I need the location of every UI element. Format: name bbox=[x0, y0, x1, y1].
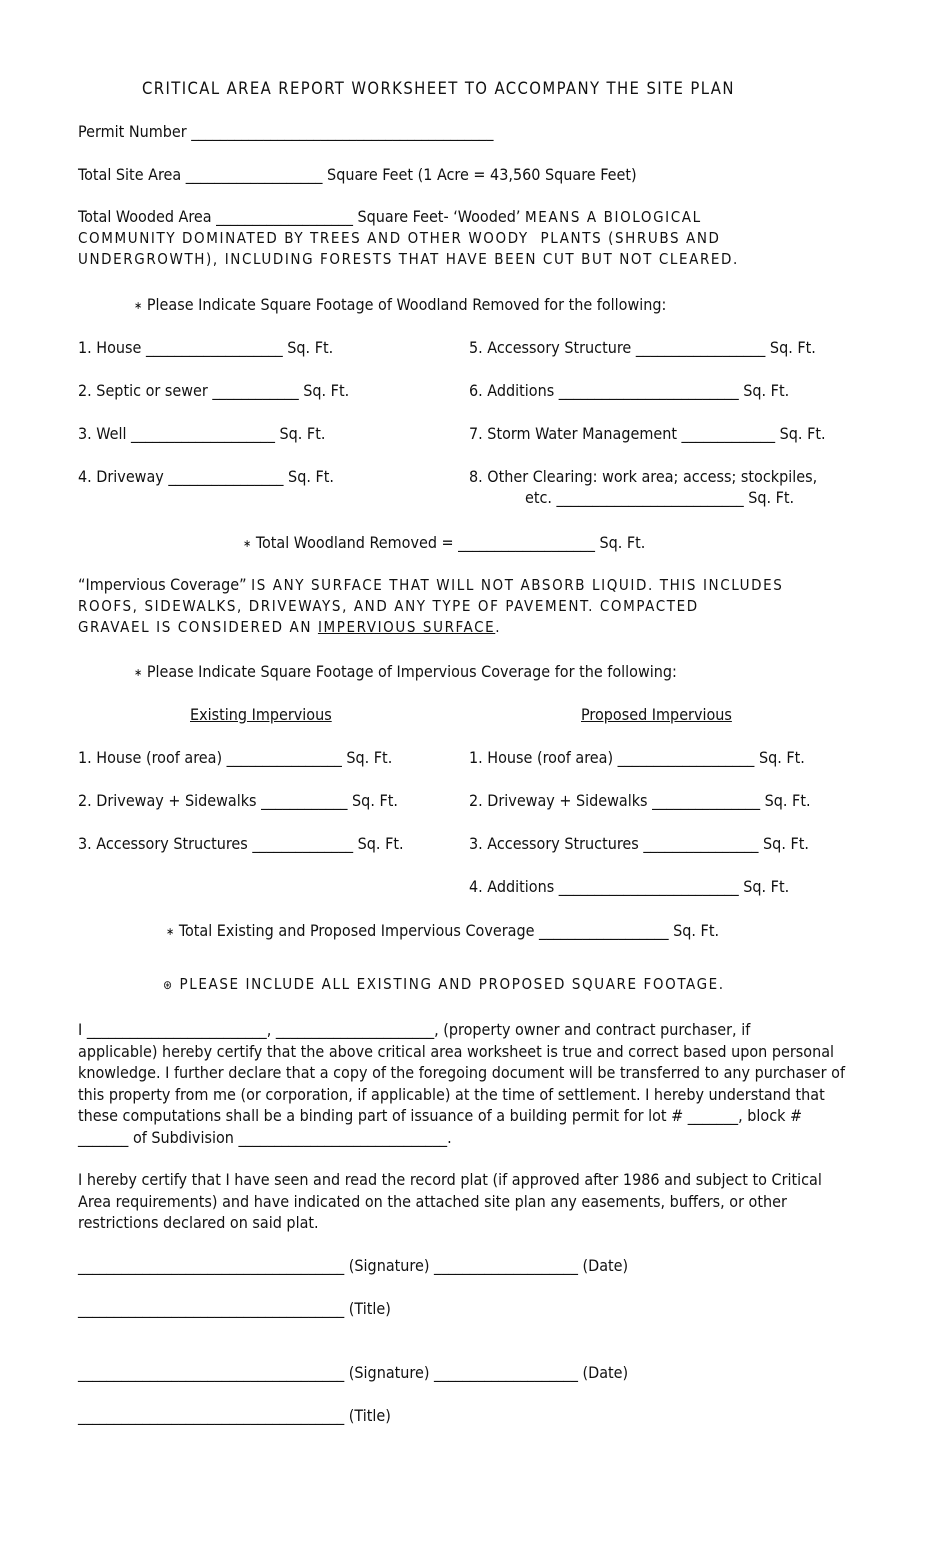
woodland-house-field[interactable]: 1. House ___________________ Sq. Ft. bbox=[78, 338, 334, 357]
permit-number-field[interactable]: Permit Number __________________________________________ bbox=[78, 122, 494, 141]
impervious-surface-term: IMPERVIOUS SURFACE bbox=[317, 618, 496, 636]
woodland-other-clearing-field[interactable]: etc. __________________________ Sq. Ft. bbox=[525, 488, 795, 507]
certify-line-1[interactable]: I _________________________, ______________________, (property owner and contract purchaser, if bbox=[78, 1020, 751, 1039]
woodland-prompt-text: Please Indicate Square Footage of Woodland Removed for the following: bbox=[146, 295, 667, 314]
impervious-prompt bbox=[134, 661, 677, 684]
impervious-definition-text: IS ANY SURFACE THAT WILL NOT ABSORB LIQUID. THIS INCLUDES bbox=[251, 576, 784, 594]
proposed-impervious-header: Proposed Impervious bbox=[581, 705, 732, 724]
woodland-driveway-field[interactable]: 4. Driveway ________________ Sq. Ft. bbox=[78, 467, 334, 486]
woodland-stormwater-field[interactable]: 7. Storm Water Management _____________ Sq. Ft. bbox=[469, 424, 826, 443]
proposed-house-field[interactable]: 1. House (roof area) ___________________ Sq. Ft. bbox=[469, 748, 805, 767]
total-impervious-field[interactable]: Total Existing and Proposed Impervious Coverage __________________ Sq. Ft. bbox=[178, 921, 720, 940]
certify-line-3: knowledge. I further declare that a copy of the foregoing document will be transferred to any purchaser of bbox=[78, 1063, 846, 1082]
impervious-definition-line-2: ROOFS, SIDEWALKS, DRIVEWAYS, AND ANY TYPE OF PAVEMENT. COMPACTED bbox=[78, 597, 699, 615]
certify-line-6[interactable]: _______ of Subdivision _____________________________. bbox=[78, 1128, 452, 1147]
proposed-additions-field[interactable]: 4. Additions _________________________ Sq. Ft. bbox=[469, 877, 790, 896]
signature-date-line-1[interactable]: _____________________________________ (Signature) ____________________ (Date) bbox=[78, 1256, 629, 1275]
circled-asterisk-icon: ⊛ bbox=[163, 978, 174, 992]
wooded-definition-line-2: COMMUNITY DOMINATED BY TREES AND OTHER WOODY PLANTS (SHRUBS AND bbox=[78, 229, 721, 247]
asterisk-icon: ∗ bbox=[134, 299, 143, 312]
plat-certify-line-3: restrictions declared on said plat. bbox=[78, 1213, 319, 1232]
wooded-definition-text: MEANS A BIOLOGICAL bbox=[524, 208, 702, 226]
existing-accessory-field[interactable]: 3. Accessory Structures ______________ Sq. Ft. bbox=[78, 834, 404, 853]
impervious-definition-text-3: GRAVAEL IS CONSIDERED AN bbox=[78, 618, 318, 636]
woodland-well-field[interactable]: 3. Well ____________________ Sq. Ft. bbox=[78, 424, 326, 443]
existing-impervious-header: Existing Impervious bbox=[190, 705, 332, 724]
include-note-text: PLEASE INCLUDE ALL EXISTING AND PROPOSED SQUARE FOOTAGE. bbox=[179, 975, 725, 993]
total-woodland-field[interactable]: Total Woodland Removed = ___________________ Sq. Ft. bbox=[255, 533, 646, 552]
existing-driveway-field[interactable]: 2. Driveway + Sidewalks ____________ Sq. Ft. bbox=[78, 791, 398, 810]
asterisk-icon: ∗ bbox=[166, 925, 175, 938]
period: . bbox=[495, 618, 502, 636]
certify-line-4: this property from me (or corporation, if applicable) at the time of settlement. I hereby understand that bbox=[78, 1085, 825, 1104]
impervious-definition-line-1 bbox=[78, 574, 783, 596]
total-impervious-line[interactable] bbox=[166, 920, 719, 943]
plat-certify-line-1: I hereby certify that I have seen and read the record plat (if approved after 1986 and subject to Critical bbox=[78, 1170, 822, 1189]
certify-line-5[interactable]: these computations shall be a binding part of issuance of a building permit for lot # _______, block # bbox=[78, 1106, 803, 1125]
total-site-area-field[interactable]: Total Site Area ___________________ Square Feet (1 Acre = 43,560 Square Feet) bbox=[78, 165, 637, 184]
asterisk-icon: ∗ bbox=[134, 666, 143, 679]
title-line-1[interactable]: _____________________________________ (Title) bbox=[78, 1299, 391, 1318]
woodland-septic-field[interactable]: 2. Septic or sewer ____________ Sq. Ft. bbox=[78, 381, 350, 400]
woodland-prompt bbox=[134, 294, 666, 317]
woodland-additions-field[interactable]: 6. Additions _________________________ Sq. Ft. bbox=[469, 381, 790, 400]
wooded-definition-line-3: UNDERGROWTH), INCLUDING FORESTS THAT HAVE BEEN CUT BUT NOT CLEARED. bbox=[78, 250, 739, 268]
certify-line-2: applicable) hereby certify that the above critical area worksheet is true and correct based upon personal bbox=[78, 1042, 835, 1061]
woodland-accessory-field[interactable]: 5. Accessory Structure __________________ Sq. Ft. bbox=[469, 338, 816, 357]
signature-date-line-2[interactable]: _____________________________________ (Signature) ____________________ (Date) bbox=[78, 1363, 629, 1382]
title-line-2[interactable]: _____________________________________ (Title) bbox=[78, 1406, 391, 1425]
page-title: CRITICAL AREA REPORT WORKSHEET TO ACCOMPANY THE SITE PLAN bbox=[142, 79, 735, 98]
asterisk-icon: ∗ bbox=[243, 537, 252, 550]
plat-certify-line-2: Area requirements) and have indicated on the attached site plan any easements, buffers, or other bbox=[78, 1192, 787, 1211]
wooded-area-line-1[interactable] bbox=[78, 206, 702, 228]
include-note bbox=[163, 974, 725, 996]
proposed-accessory-field[interactable]: 3. Accessory Structures ________________ Sq. Ft. bbox=[469, 834, 809, 853]
total-woodland-line[interactable] bbox=[243, 532, 645, 555]
wooded-area-field[interactable]: Total Wooded Area ___________________ Square Feet- ‘Wooded’ bbox=[78, 207, 525, 226]
impervious-term: “Impervious Coverage” bbox=[78, 575, 252, 594]
proposed-driveway-field[interactable]: 2. Driveway + Sidewalks _______________ Sq. Ft. bbox=[469, 791, 811, 810]
impervious-prompt-text: Please Indicate Square Footage of Impervious Coverage for the following: bbox=[146, 662, 677, 681]
existing-house-field[interactable]: 1. House (roof area) ________________ Sq. Ft. bbox=[78, 748, 393, 767]
impervious-definition-line-3 bbox=[78, 617, 501, 638]
woodland-other-clearing-label: 8. Other Clearing: work area; access; stockpiles, bbox=[469, 467, 818, 486]
